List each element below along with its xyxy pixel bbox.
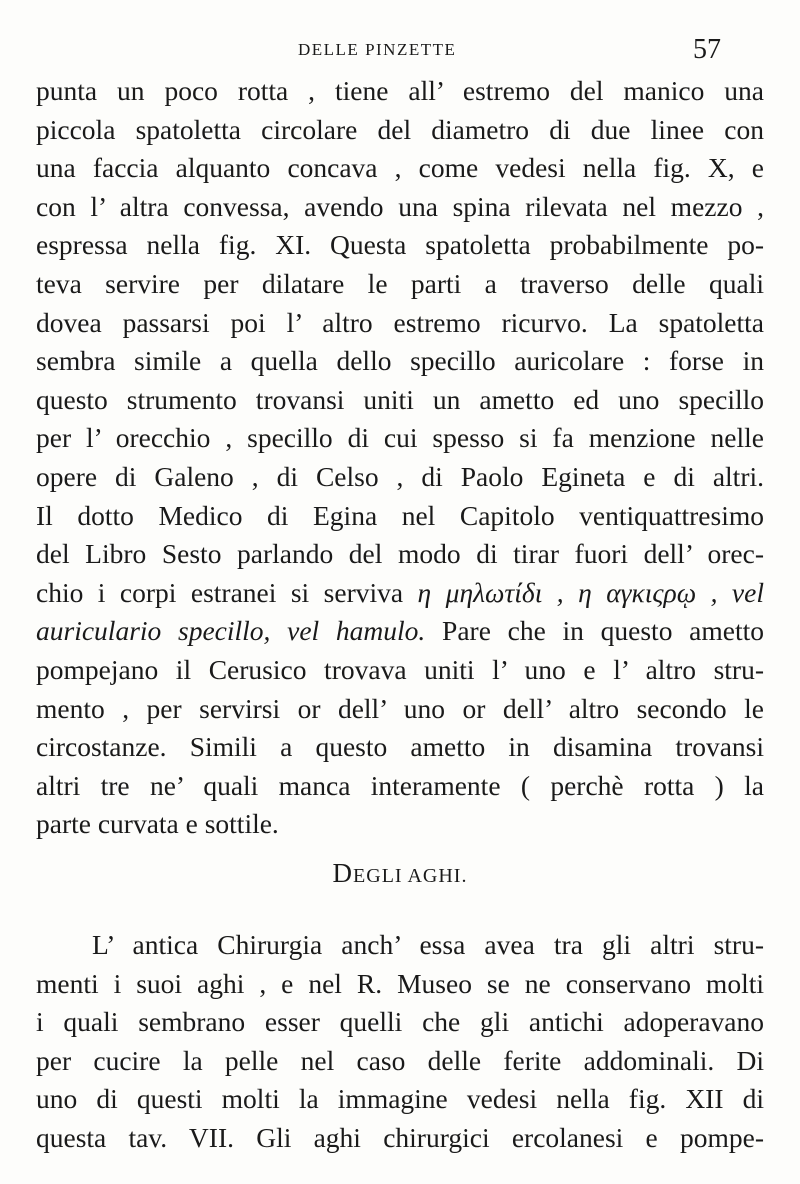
section-heading — [0, 858, 800, 889]
text-line: piccola spatoletta circolare del diametro di due linee con — [36, 113, 764, 145]
text-line: menti i suoi aghi , e nel R. Museo se ne conservano molti — [36, 967, 764, 999]
line-text: chio i corpi estranei si serviva — [36, 576, 418, 608]
running-head — [0, 34, 800, 64]
paragraph-continued — [36, 72, 764, 844]
text-line: L’ antica Chirurgia anch’ essa avea tra gli altri stru- — [92, 929, 764, 960]
heading-initial: D — [332, 858, 354, 888]
text-line: sembra simile a quella dello specillo auricolare : forse in — [36, 345, 764, 377]
paragraph-aghi — [36, 926, 764, 1158]
text-line-latin — [36, 612, 764, 651]
latin-italic: auriculario specillo, vel hamulo. — [36, 615, 426, 647]
text-line: una faccia alquanto concava , come vedesi nella fig. X, e — [36, 152, 764, 184]
greek-quotation: η μηλωτίδι , η αγκιςρῳ , — [417, 576, 718, 608]
text-line: punta un poco rotta , tiene all’ estremo del manico una — [36, 75, 764, 106]
text-line: pompejano il Cerusico trovava uniti l’ uno e l’ altro stru- — [36, 653, 764, 685]
text-line: questa tav. VII. Gli aghi chirurgici ercolanesi e pompe- — [36, 1121, 764, 1153]
text-line: per l’ orecchio , specillo di cui spesso si fa menzione nelle — [36, 422, 764, 454]
text-line: del Libro Sesto parlando del modo di tirar fuori dell’ orec- — [36, 538, 764, 570]
text-line: parte curvata e sottile. — [36, 808, 279, 840]
line-text: Pare che in questo ametto — [425, 615, 764, 647]
latin-italic: vel — [717, 576, 764, 608]
text-line: opere di Galeno , di Celso , di Paolo Egineta e di altri. — [36, 460, 764, 492]
text-line: altri tre ne’ quali manca interamente ( perchè rotta ) la — [36, 769, 764, 801]
text-line: circostanze. Simili a questo ametto in disamina trovansi — [36, 731, 764, 763]
text-line: uno di questi molti la immagine vedesi nella fig. XII di — [36, 1083, 764, 1115]
text-line: espressa nella fig. XI. Questa spatoletta probabilmente po- — [36, 229, 764, 261]
text-line-greek — [36, 574, 764, 613]
text-line: dovea passarsi poi l’ altro estremo ricurvo. La spatoletta — [36, 306, 764, 338]
text-line: Il dotto Medico di Egina nel Capitolo ventiquattresimo — [36, 499, 764, 531]
text-line: mento , per servirsi or dell’ uno or dell’ altro secondo le — [36, 692, 764, 724]
running-title: DELLE PINZETTE — [298, 40, 457, 59]
heading-text-2: AGHI. — [407, 865, 468, 887]
text-line: teva servire per dilatare le parti a traverso delle quali — [36, 267, 764, 299]
heading-text: EGLI — [353, 865, 408, 887]
page-number: 57 — [693, 34, 721, 65]
text-line: i quali sembrano esser quelli che gli antichi adoperavano — [36, 1006, 764, 1038]
text-line: per cucire la pelle nel caso delle ferite addominali. Di — [36, 1044, 764, 1076]
text-line: questo strumento trovansi uniti un ametto ed uno specillo — [36, 383, 764, 415]
text-line: con l’ altra convessa, avendo una spina rilevata nel mezzo , — [36, 190, 764, 222]
